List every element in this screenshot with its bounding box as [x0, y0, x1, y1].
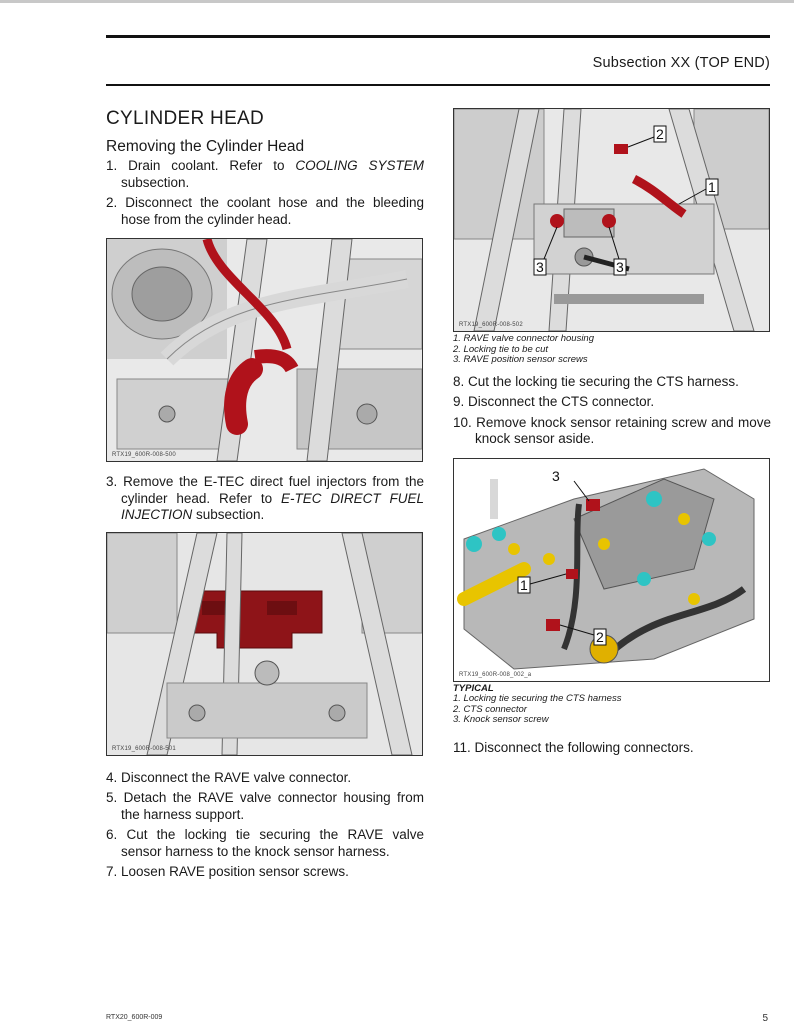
figure-code: RTX19_600R-008_002_a [459, 671, 532, 678]
figure-coolant-hose [106, 238, 423, 462]
legend-item: 1. RAVE valve connector housing [453, 333, 595, 344]
legend-item: 1. Locking tie securing the CTS harness [453, 693, 622, 704]
caption-title: TYPICAL [453, 682, 494, 694]
page-number: 5 [762, 1013, 768, 1024]
subsection-header: Subsection XX (TOP END) [592, 55, 770, 71]
figure-code: RTX19_600R-008-502 [459, 322, 523, 328]
figure-rave-sensor [453, 108, 770, 332]
figure-legend [453, 684, 771, 726]
left-column [106, 108, 424, 885]
svg-text:2: 2 [656, 126, 664, 142]
step-8: 8. Cut the locking tie securing the CTS harness. [453, 373, 739, 389]
svg-text:1: 1 [520, 576, 528, 593]
section-title: CYLINDER HEAD [106, 108, 265, 129]
top-edge-rule [0, 0, 794, 3]
figure-injectors [106, 532, 423, 756]
legend-item: 3. RAVE position sensor screws [453, 354, 588, 365]
right-column [453, 108, 771, 760]
legend-item: 3. Knock sensor screw [453, 714, 549, 725]
header-top-rule [106, 35, 770, 38]
figure-code: RTX19_600R-008-501 [112, 745, 176, 752]
rave-sensor-illustration [454, 109, 769, 331]
step-9: 9. Disconnect the CTS connector. [453, 394, 655, 409]
legend-item: 2. CTS connector [453, 703, 527, 715]
step-1: 1. Drain coolant. Refer to COOLING SYSTEM subsection. [106, 158, 424, 190]
cross-reference[interactable]: E-TEC DIRECT FUEL INJECTION [121, 490, 424, 522]
step-5: 5. Detach the RAVE valve connector housing from the harness support. [106, 790, 424, 822]
svg-text:3: 3 [616, 259, 624, 275]
step-4: 4. Disconnect the RAVE valve connector. [106, 769, 352, 785]
legend-item: 2. Locking tie to be cut [453, 343, 549, 355]
figure-cts-knock-sensor [453, 458, 770, 682]
cross-reference[interactable]: COOLING SYSTEM [295, 158, 424, 173]
procedure-title: Removing the Cylinder Head [106, 138, 305, 155]
document-code: RTX20_600R-009 [106, 1014, 163, 1021]
step-3: 3. Remove the E-TEC direct fuel injectors from the cylinder head. Refer to E-TEC DIRECT FUEL INJECTION subsection. [106, 474, 424, 522]
step-2: 2. Disconnect the coolant hose and the bleeding hose from the cylinder head. [106, 195, 424, 227]
step-7: 7. Loosen RAVE position sensor screws. [106, 864, 349, 879]
svg-text:3: 3 [552, 467, 560, 484]
cts-knock-sensor-illustration [454, 459, 769, 681]
svg-text:2: 2 [596, 628, 604, 645]
step-11: 11. Disconnect the following connectors. [453, 739, 694, 755]
injectors-illustration [107, 533, 422, 755]
figure-code: RTX19_600R-008-500 [112, 452, 176, 458]
coolant-hose-illustration [107, 239, 422, 461]
step-6: 6. Cut the locking tie securing the RAVE valve sensor harness to the knock sensor harness. [106, 827, 424, 859]
header-bottom-rule [106, 84, 770, 86]
figure-legend [453, 334, 771, 366]
svg-text:3: 3 [536, 259, 544, 275]
step-10: 10. Remove knock sensor retaining screw and move knock sensor aside. [453, 414, 771, 446]
svg-text:1: 1 [708, 179, 716, 195]
